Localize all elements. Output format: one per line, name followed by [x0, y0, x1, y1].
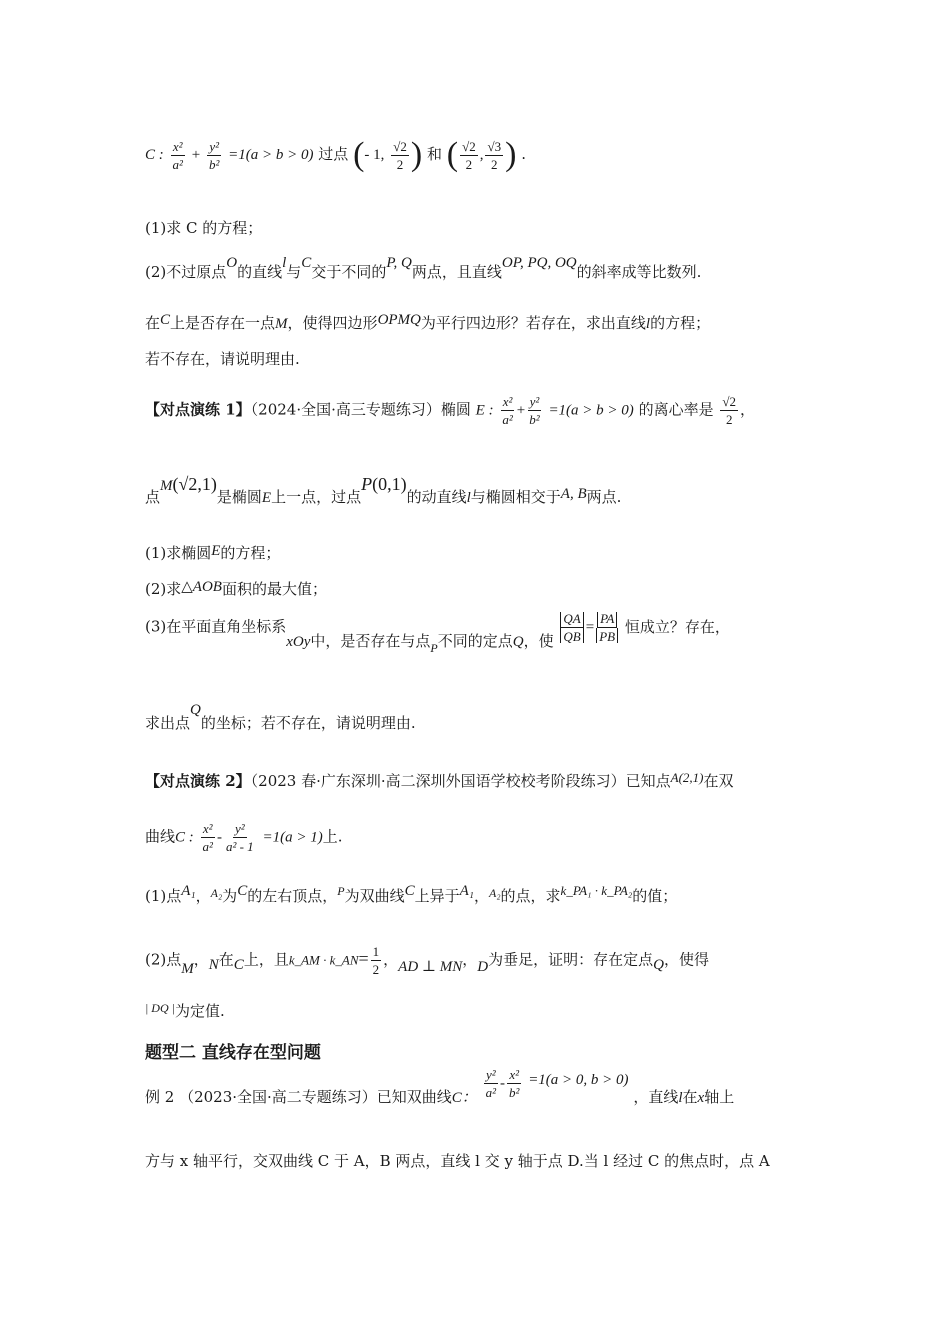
root2-over-2: $\frac{√2}{2}$ — [393, 138, 407, 172]
example-2-continued: 方与 x 轴平行，交双曲线 C 于 A，B 两点，直线 l 交 y 轴于点 D.当 l 经过 C 的焦点时，点 A — [145, 1152, 770, 1170]
practice-1-q3-tail: 求出点Q的坐标；若不存在，请说明理由. — [145, 702, 416, 732]
practice-1-point: 点M(√2,1)是椭圆E上一点，过点P(0,1)的动直线l与椭圆相交于A, B两点. — [145, 474, 622, 506]
practice-1-q2: (2)求△AOB面积的最大值； — [145, 579, 327, 598]
ratio-QA-QB: $\frac{QA}{QB}$ — [560, 612, 583, 643]
practice-2-statement: 【对点演练 2】（2023 春·广东深圳·高二深圳外国语学校校考阶段练习）已知点A(2,1)在双 — [145, 770, 734, 790]
practice-1-q1: (1)求椭圆E的方程； — [145, 543, 281, 562]
q2-tail: 若不存在，请说明理由. — [145, 350, 300, 368]
y2-over-b2: $\frac{\text{y²}}{\text{b²}}$ — [208, 138, 220, 172]
section-heading-type2: 题型二 直线存在型问题 — [145, 1043, 321, 1063]
practice-2-q2: (2)点M，N在C上，且k_AM · k_AN= $\frac{1}{2}$ ，AD ⊥ MN，D为垂足，证明：存在定点Q，使得 — [145, 944, 710, 977]
practice-2-q1: (1)点A₁，$^{A_2}$为C的左右顶点，$^P$为双曲线C上异于A₁，$^{A_2}$的点，求k_PA₁ · k_PA₂的值； — [145, 883, 678, 905]
ellipse-label: C : — [145, 147, 164, 163]
x2-over-a2: $\frac{\text{x²}}{\text{a²}}$ — [172, 138, 183, 172]
ratio-PA-PB: $\frac{PA}{PB}$ — [596, 612, 618, 643]
example-2-statement: 例 2 （2023·全国·高二专题练习）已知双曲线C： $\frac{\text{y²}}{\text{a²}}$ - $\frac{\text{x²}}{\text{b²}}$ =1(a > 0, b > 0) ，直线l在x轴上 — [145, 1067, 735, 1106]
q2-statement: (2)不过原点O的直线l与C交于不同的P, Q两点，且直线OP, PQ, OQ的斜率成等比数列. — [145, 255, 702, 281]
practice-2-q2-tail: $^{| DQ |}$为定值. — [145, 1001, 225, 1020]
practice-2-hyperbola: 曲线C : $\frac{\text{x²}}{\text{a²}}$ - $\frac{\text{y²}}{\text{a² - 1}}$ =1(a > 1)上. — [145, 821, 343, 854]
practice-1-statement: 【对点演练 1】（2024·全国·高三专题练习）椭圆 E : $\frac{\text{x²}}{\text{a²}}$ + $\frac{\text{y²}}{\text{b²}}$ =1(a > b > 0) 的离心率是 $\frac{√2}{2}$ ， — [145, 394, 756, 427]
q2-continued: 在C上是否存在一点M，使得四边形OPMQ为平行四边形？若存在，求出直线l的方程； — [145, 312, 711, 332]
practice-1-q3: (3)在平面直角坐标系xOy中，是否存在与点$_P$不同的定点Q，使 $\frac{QA}{QB}$ = $\frac{PA}{PB}$ 恒成立？存在， — [145, 611, 730, 655]
problem-ellipse-statement: C : $\frac{\text{x²}}{\text{a²}}$ + $\frac{\text{y²}}{\text{b²}}$ =1(a > b > 0) 过点 (- 1, $\frac{√2}{2}$ ) 和 ( $\frac{√2}{2}$ , $\frac{√3}{2}$ ) . — [145, 136, 526, 173]
q1-find-equation: (1)求 C 的方程； — [145, 219, 263, 237]
